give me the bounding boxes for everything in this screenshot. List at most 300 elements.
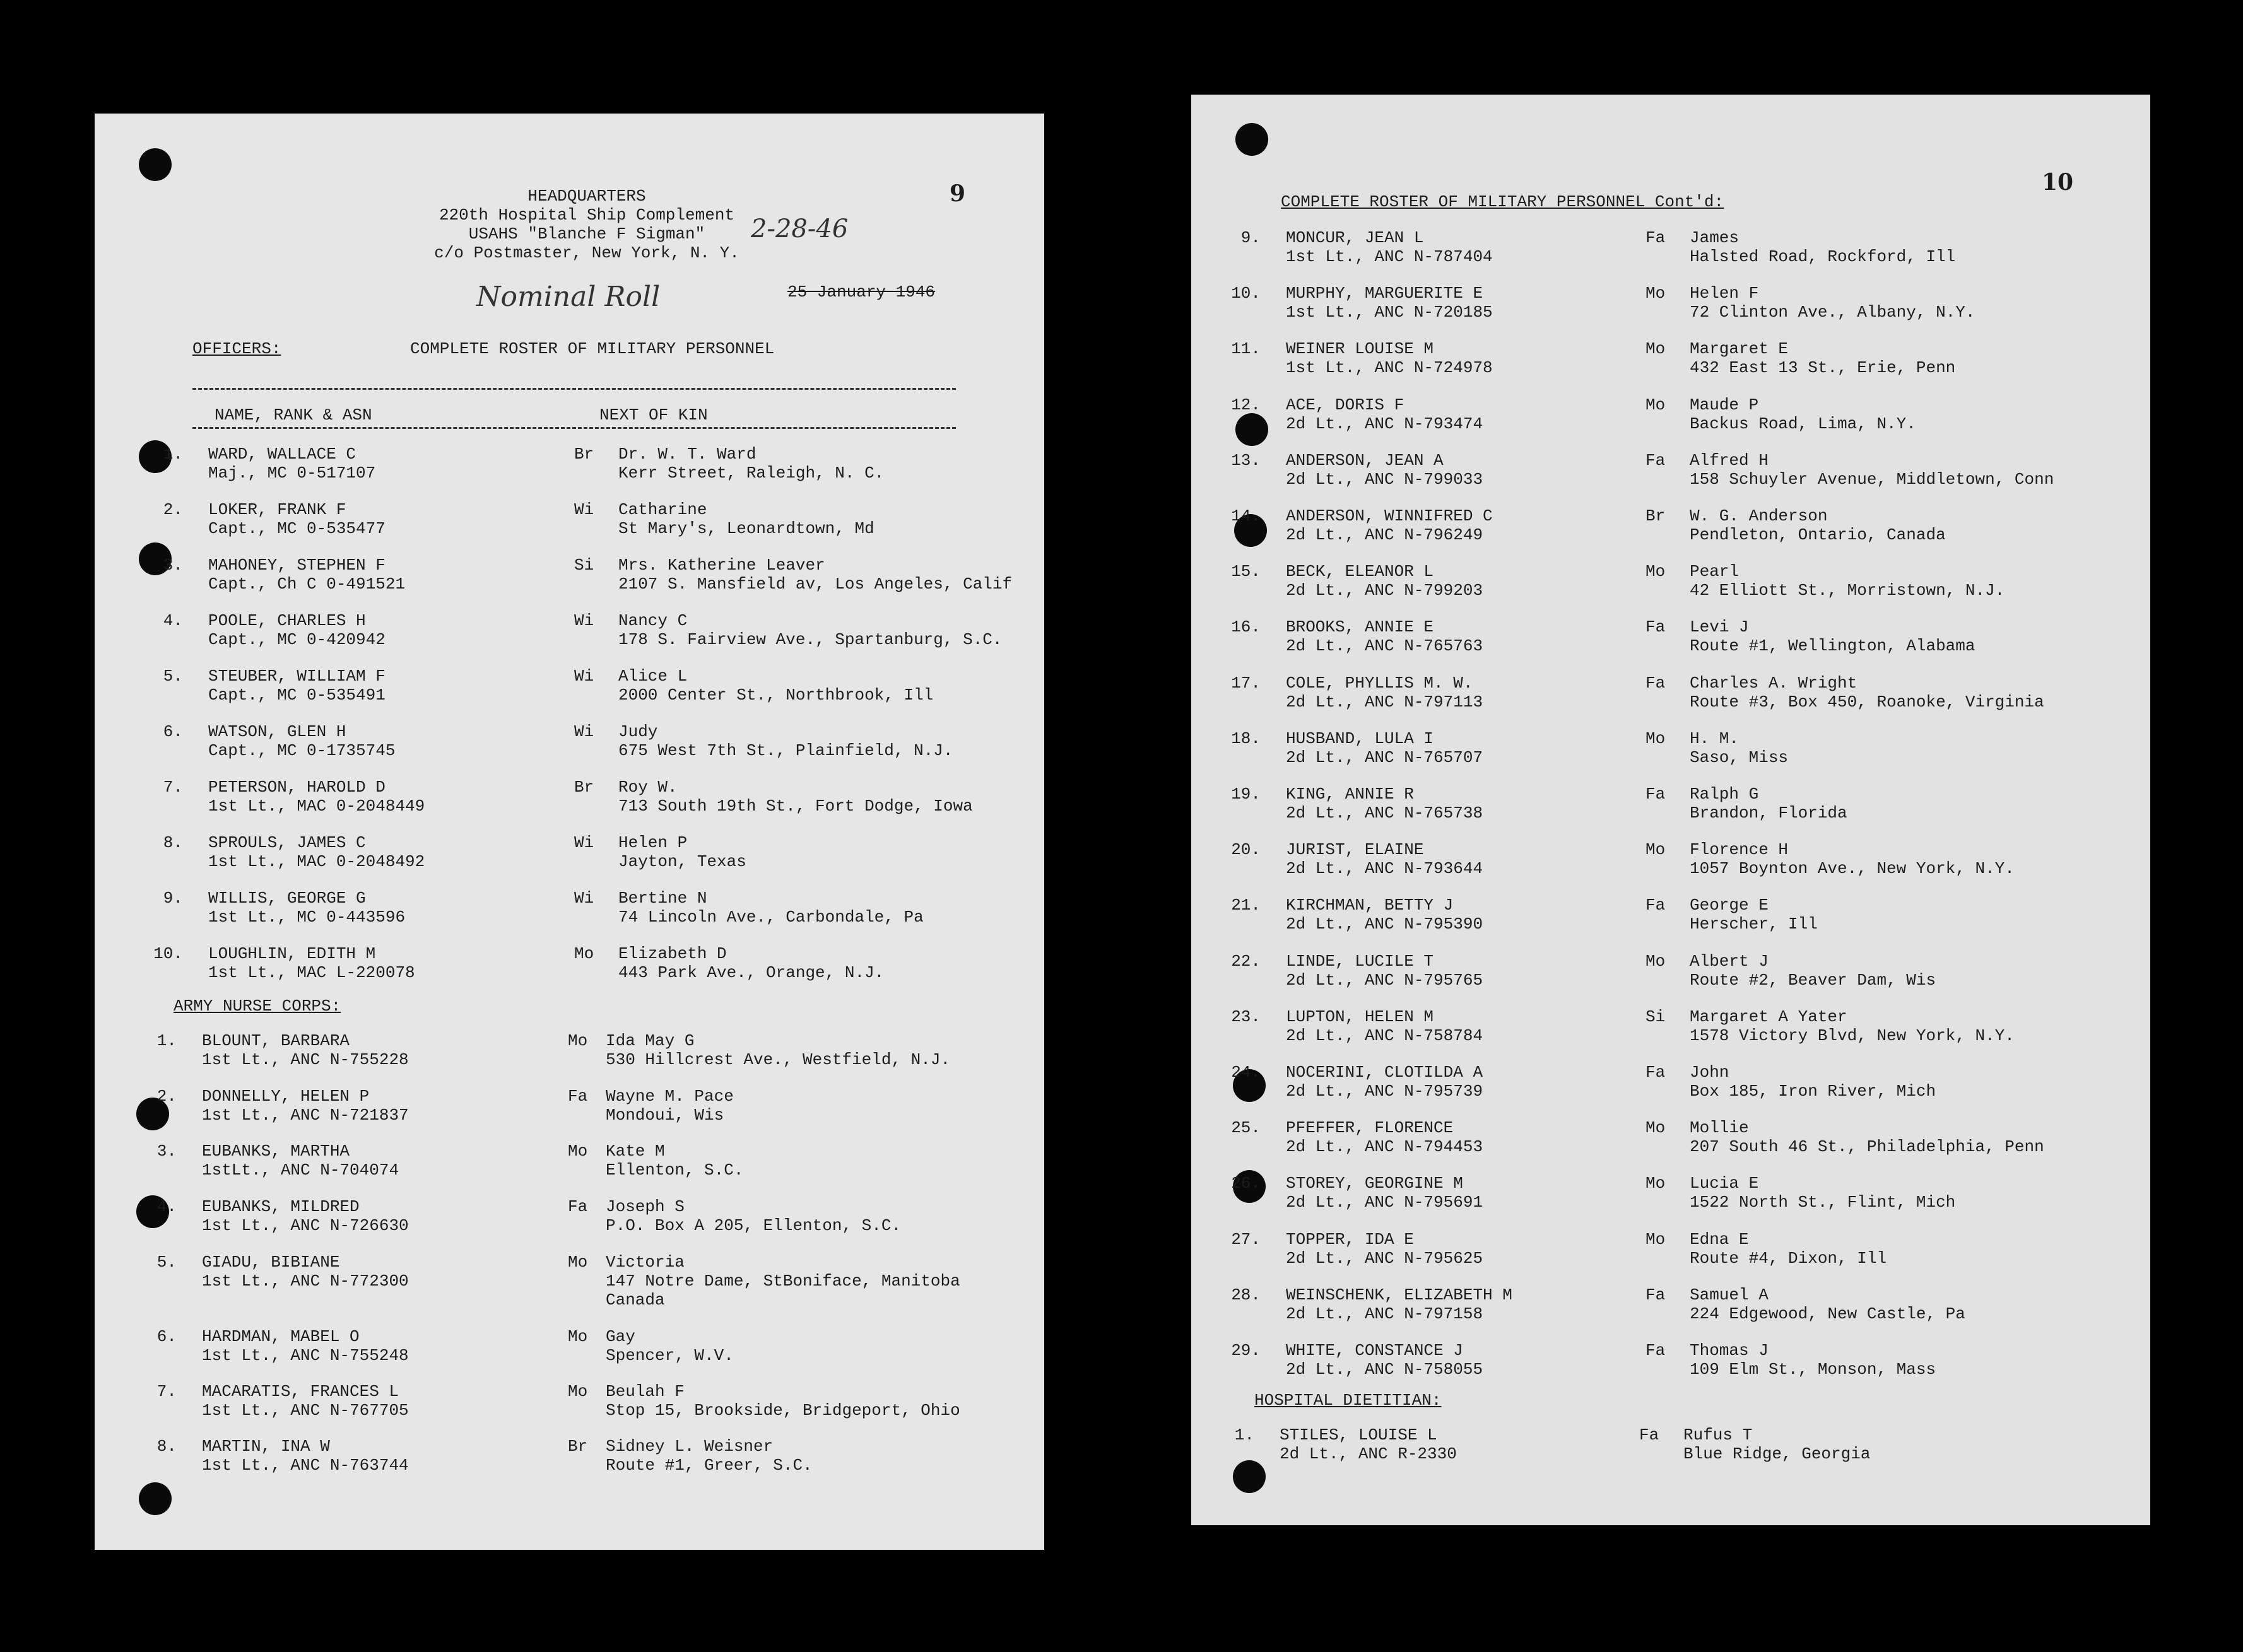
kin-address: 207 South 46 St., Philadelphia, Penn bbox=[1690, 1137, 2044, 1157]
member-rank-asn: 1st Lt., MAC 0-2048492 bbox=[208, 852, 425, 871]
entry-number: 10. bbox=[153, 944, 183, 963]
roster-entry bbox=[1223, 395, 2106, 433]
member-rank-asn: 1st Lt., ANC N-772300 bbox=[202, 1272, 409, 1291]
header-line: USAHS "Blanche F Sigman" bbox=[468, 225, 705, 243]
member-rank-asn: 2d Lt., ANC N-765763 bbox=[1286, 636, 1483, 656]
kin-name: Thomas J bbox=[1690, 1341, 1769, 1360]
roster-entry bbox=[145, 556, 1028, 594]
entry-number: 13. bbox=[1231, 450, 1261, 470]
member-rank-asn: Maj., MC 0-517107 bbox=[208, 464, 376, 483]
entry-number: 9. bbox=[1240, 228, 1261, 247]
member-rank-asn: 1st Lt., ANC N-755248 bbox=[202, 1346, 409, 1365]
header-line: 220th Hospital Ship Complement bbox=[439, 206, 735, 225]
member-rank-asn: 2d Lt., ANC N-793644 bbox=[1286, 859, 1483, 879]
kin-name: Pearl bbox=[1690, 562, 1740, 582]
kin-address: Stop 15, Brookside, Bridgeport, Ohio bbox=[606, 1401, 960, 1420]
kin-address: 713 South 19th St., Fort Dodge, Iowa bbox=[618, 797, 973, 816]
roster-entry bbox=[145, 889, 1028, 927]
kin-relation: Mo bbox=[1645, 395, 1666, 414]
kin-address: 432 East 13 St., Erie, Penn bbox=[1690, 358, 1956, 378]
kin-name: George E bbox=[1690, 896, 1769, 915]
kin-relation: Mo bbox=[1645, 284, 1666, 303]
member-name: WARD, WALLACE C bbox=[208, 445, 356, 464]
kin-relation: Fa bbox=[1639, 1426, 1659, 1444]
member-rank-asn: 2d Lt., ANC N-797158 bbox=[1286, 1304, 1483, 1323]
section-label-officers: OFFICERS: bbox=[192, 339, 281, 358]
kin-address: 158 Schuyler Avenue, Middletown, Conn bbox=[1690, 469, 2054, 489]
entry-number: 6. bbox=[163, 722, 183, 741]
entry-number: 1. bbox=[1234, 1426, 1254, 1444]
kin-relation: Mo bbox=[1645, 1174, 1666, 1193]
entry-number: 24. bbox=[1231, 1063, 1261, 1082]
roster-entry bbox=[1216, 1426, 2100, 1463]
kin-relation: Br bbox=[574, 778, 594, 797]
roster-entry bbox=[1223, 228, 2106, 266]
roster-entry bbox=[1223, 1286, 2106, 1323]
kin-relation: Fa bbox=[1645, 228, 1666, 247]
member-rank-asn: 1st Lt., ANC N-767705 bbox=[202, 1401, 409, 1420]
kin-name: Helen P bbox=[618, 833, 688, 852]
roster-page-9 bbox=[95, 114, 1044, 1550]
member-name: STEUBER, WILLIAM F bbox=[208, 667, 386, 686]
kin-name: Levi J bbox=[1690, 618, 1749, 637]
member-name: EUBANKS, MARTHA bbox=[202, 1142, 350, 1161]
kin-name: Samuel A bbox=[1690, 1285, 1769, 1304]
kin-relation: Fa bbox=[1645, 618, 1666, 637]
member-name: PETERSON, HAROLD D bbox=[208, 778, 386, 797]
roster-entry bbox=[1223, 339, 2106, 377]
kin-address: 72 Clinton Ave., Albany, N.Y. bbox=[1690, 303, 1975, 322]
kin-name: Edna E bbox=[1690, 1229, 1749, 1249]
roster-entry bbox=[1223, 284, 2106, 322]
kin-name: Rufus T bbox=[1683, 1426, 1753, 1444]
roster-entry bbox=[1223, 785, 2106, 823]
member-rank-asn: Capt., MC 0-535477 bbox=[208, 519, 386, 538]
roster-entry bbox=[145, 944, 1028, 982]
member-name: ANDERSON, WINNIFRED C bbox=[1286, 507, 1493, 525]
member-name: LOKER, FRANK F bbox=[208, 500, 346, 519]
roster-entry bbox=[139, 1087, 1022, 1125]
kin-name: Margaret E bbox=[1690, 339, 1789, 359]
roster-entry bbox=[145, 722, 1028, 760]
kin-relation: Mo bbox=[1645, 729, 1666, 748]
roster-entry bbox=[139, 1437, 1022, 1475]
handwritten-date: 2-28-46 bbox=[751, 214, 849, 243]
entry-number: 2. bbox=[156, 1087, 177, 1106]
kin-address: 2107 S. Mansfield av, Los Angeles, Calif bbox=[618, 575, 1013, 594]
member-rank-asn: 2d Lt., ANC R-2330 bbox=[1280, 1444, 1457, 1463]
kin-address: St Mary's, Leonardtown, Md bbox=[618, 519, 874, 538]
kin-relation: Wi bbox=[574, 667, 594, 686]
member-rank-asn: 1st Lt., MC 0-443596 bbox=[208, 908, 406, 927]
kin-address: 74 Lincoln Ave., Carbondale, Pa bbox=[618, 908, 924, 927]
member-name: LINDE, LUCILE T bbox=[1286, 951, 1434, 971]
roster-entry bbox=[145, 778, 1028, 816]
kin-name: Catharine bbox=[618, 500, 707, 519]
kin-address: 147 Notre Dame, StBoniface, Manitoba bbox=[606, 1272, 960, 1291]
roster-entry bbox=[139, 1142, 1022, 1180]
member-name: SPROULS, JAMES C bbox=[208, 833, 366, 852]
entry-number: 5. bbox=[156, 1253, 177, 1272]
kin-address: Route #1, Greer, S.C. bbox=[606, 1456, 813, 1475]
member-rank-asn: 2d Lt., ANC N-796249 bbox=[1286, 525, 1483, 544]
roster-entry bbox=[1223, 1118, 2106, 1156]
kin-address: 1578 Victory Blvd, New York, N.Y. bbox=[1690, 1026, 2015, 1045]
kin-address-line2: Canada bbox=[606, 1291, 665, 1309]
kin-name: Mrs. Katherine Leaver bbox=[618, 556, 825, 575]
column-header-name: NAME, RANK & ASN bbox=[215, 406, 372, 425]
kin-name: Victoria bbox=[606, 1253, 685, 1272]
member-rank-asn: 2d Lt., ANC N-797113 bbox=[1286, 692, 1483, 712]
roster-entry bbox=[139, 1327, 1022, 1365]
entry-number: 14. bbox=[1231, 507, 1261, 525]
roster-entry bbox=[1223, 952, 2106, 990]
kin-address: 443 Park Ave., Orange, N.J. bbox=[618, 963, 885, 982]
kin-relation: Mo bbox=[568, 1031, 588, 1050]
roster-entry bbox=[1223, 1007, 2106, 1045]
member-rank-asn: 2d Lt., ANC N-795390 bbox=[1286, 915, 1483, 934]
entry-number: 25. bbox=[1231, 1118, 1261, 1138]
kin-relation: Mo bbox=[568, 1142, 588, 1161]
kin-address: Brandon, Florida bbox=[1690, 804, 1847, 823]
roster-entry bbox=[1223, 1174, 2106, 1212]
kin-address: Herscher, Ill bbox=[1690, 915, 1818, 934]
kin-address: P.O. Box A 205, Ellenton, S.C. bbox=[606, 1216, 902, 1235]
entry-number: 15. bbox=[1231, 562, 1261, 582]
member-rank-asn: 2d Lt., ANC N-795625 bbox=[1286, 1248, 1483, 1268]
kin-name: Bertine N bbox=[618, 889, 707, 908]
roster-entry bbox=[145, 833, 1028, 871]
kin-relation: Mo bbox=[574, 944, 594, 963]
kin-relation: Wi bbox=[574, 500, 594, 519]
kin-relation: Mo bbox=[568, 1382, 588, 1401]
entry-number: 18. bbox=[1231, 729, 1261, 748]
kin-address: Jayton, Texas bbox=[618, 852, 746, 871]
member-rank-asn: 1st Lt., ANC N-726630 bbox=[202, 1216, 409, 1235]
roster-entry bbox=[145, 445, 1028, 483]
member-name: LUPTON, HELEN M bbox=[1286, 1007, 1434, 1026]
kin-name: Elizabeth D bbox=[618, 944, 727, 963]
divider bbox=[192, 388, 956, 390]
kin-name: Judy bbox=[618, 722, 658, 741]
entry-number: 2. bbox=[163, 500, 183, 519]
entry-number: 4. bbox=[163, 611, 183, 630]
entry-number: 16. bbox=[1231, 618, 1261, 637]
punch-hole bbox=[139, 148, 172, 181]
member-name: STILES, LOUISE L bbox=[1280, 1426, 1437, 1444]
member-name: POOLE, CHARLES H bbox=[208, 611, 366, 630]
member-rank-asn: Capt., Ch C 0-491521 bbox=[208, 575, 406, 594]
member-name: MARTIN, INA W bbox=[202, 1437, 330, 1456]
kin-address: 530 Hillcrest Ave., Westfield, N.J. bbox=[606, 1050, 951, 1069]
roster-entry bbox=[1223, 562, 2106, 600]
member-name: KIRCHMAN, BETTY J bbox=[1286, 896, 1454, 915]
kin-relation: Fa bbox=[568, 1087, 588, 1106]
entry-number: 5. bbox=[163, 667, 183, 686]
punch-hole bbox=[1235, 123, 1268, 156]
kin-name: Lucia E bbox=[1690, 1174, 1759, 1193]
kin-relation: Si bbox=[1645, 1007, 1666, 1026]
kin-relation: Mo bbox=[568, 1253, 588, 1272]
kin-name: Alice L bbox=[618, 667, 688, 686]
member-rank-asn: 2d Lt., ANC N-799033 bbox=[1286, 469, 1483, 489]
member-name: HUSBAND, LULA I bbox=[1286, 729, 1434, 748]
kin-address: 42 Elliott St., Morristown, N.J. bbox=[1690, 581, 2005, 600]
page-number: 9 bbox=[950, 180, 966, 207]
document-date: 25 January 1946 bbox=[787, 283, 936, 302]
member-rank-asn: 1st Lt., ANC N-787404 bbox=[1286, 247, 1493, 266]
roster-entry bbox=[145, 500, 1028, 538]
kin-name: Gay bbox=[606, 1327, 635, 1346]
kin-name: Maude P bbox=[1690, 395, 1759, 414]
header-line: HEADQUARTERS bbox=[527, 187, 646, 206]
kin-name: Sidney L. Weisner bbox=[606, 1437, 774, 1456]
kin-address: Pendleton, Ontario, Canada bbox=[1690, 525, 1946, 544]
roster-entry bbox=[1223, 618, 2106, 655]
kin-name: Nancy C bbox=[618, 611, 688, 630]
member-name: BLOUNT, BARBARA bbox=[202, 1031, 350, 1050]
roster-entry bbox=[1223, 1341, 2106, 1379]
member-name: BECK, ELEANOR L bbox=[1286, 562, 1434, 582]
kin-address: Halsted Road, Rockford, Ill bbox=[1690, 247, 1956, 266]
kin-name: Margaret A Yater bbox=[1690, 1007, 1847, 1026]
member-name: COLE, PHYLLIS M. W. bbox=[1286, 673, 1473, 693]
kin-relation: Fa bbox=[1645, 1063, 1666, 1082]
member-rank-asn: 2d Lt., ANC N-795691 bbox=[1286, 1193, 1483, 1212]
kin-relation: Mo bbox=[1645, 840, 1666, 860]
kin-address: 1057 Boynton Ave., New York, N.Y. bbox=[1690, 859, 2015, 879]
roster-entry bbox=[1223, 729, 2106, 767]
kin-relation: Si bbox=[574, 556, 594, 575]
kin-name: James bbox=[1690, 228, 1740, 247]
member-rank-asn: 1st Lt., ANC N-763744 bbox=[202, 1456, 409, 1475]
handwritten-note: Nominal Roll bbox=[476, 281, 661, 313]
kin-address: Blue Ridge, Georgia bbox=[1683, 1444, 1871, 1463]
entry-number: 21. bbox=[1231, 896, 1261, 915]
kin-relation: Wi bbox=[574, 889, 594, 908]
member-rank-asn: 1st Lt., ANC N-720185 bbox=[1286, 303, 1493, 322]
roster-entry bbox=[139, 1382, 1022, 1420]
kin-relation: Fa bbox=[1645, 785, 1666, 804]
kin-relation: Mo bbox=[1645, 951, 1666, 971]
entry-number: 9. bbox=[163, 889, 183, 908]
page-number: 10 bbox=[2042, 169, 2074, 196]
entry-number: 19. bbox=[1231, 785, 1261, 804]
kin-relation: Br bbox=[1645, 507, 1666, 525]
entry-number: 3. bbox=[156, 1142, 177, 1161]
member-name: WEINER LOUISE M bbox=[1286, 339, 1434, 359]
kin-relation: Mo bbox=[1645, 339, 1666, 359]
member-rank-asn: 1st Lt., ANC N-721837 bbox=[202, 1106, 409, 1125]
kin-address: Route #4, Dixon, Ill bbox=[1690, 1248, 1887, 1268]
kin-address: Spencer, W.V. bbox=[606, 1346, 734, 1365]
kin-address: Route #1, Wellington, Alabama bbox=[1690, 636, 1975, 656]
kin-address: Backus Road, Lima, N.Y. bbox=[1690, 414, 1916, 433]
entry-number: 4. bbox=[156, 1197, 177, 1216]
kin-name: Kate M bbox=[606, 1142, 665, 1161]
member-name: PFEFFER, FLORENCE bbox=[1286, 1118, 1454, 1138]
entry-number: 28. bbox=[1231, 1285, 1261, 1304]
roster-entry bbox=[139, 1031, 1022, 1069]
member-name: NOCERINI, CLOTILDA A bbox=[1286, 1063, 1483, 1082]
kin-relation: Br bbox=[568, 1437, 588, 1456]
member-name: GIADU, BIBIANE bbox=[202, 1253, 340, 1272]
entry-number: 7. bbox=[163, 778, 183, 797]
member-name: EUBANKS, MILDRED bbox=[202, 1197, 360, 1216]
kin-address: Route #2, Beaver Dam, Wis bbox=[1690, 970, 1936, 990]
kin-relation: Fa bbox=[1645, 896, 1666, 915]
header-line: c/o Postmaster, New York, N. Y. bbox=[434, 243, 739, 262]
kin-relation: Mo bbox=[1645, 1118, 1666, 1138]
roster-entry bbox=[1223, 451, 2106, 489]
entry-number: 23. bbox=[1231, 1007, 1261, 1026]
section-label-anc: ARMY NURSE CORPS: bbox=[174, 997, 341, 1016]
member-rank-asn: 2d Lt., ANC N-765738 bbox=[1286, 804, 1483, 823]
kin-address: Route #3, Box 450, Roanoke, Virginia bbox=[1690, 692, 2044, 712]
member-name: WILLIS, GEORGE G bbox=[208, 889, 366, 908]
roster-entry bbox=[1223, 1063, 2106, 1101]
entry-number: 17. bbox=[1231, 673, 1261, 693]
member-name: WHITE, CONSTANCE J bbox=[1286, 1341, 1463, 1360]
kin-name: Alfred H bbox=[1690, 450, 1769, 470]
kin-address: 2000 Center St., Northbrook, Ill bbox=[618, 686, 934, 705]
kin-relation: Mo bbox=[568, 1327, 588, 1346]
roster-entry bbox=[145, 611, 1028, 649]
member-name: DONNELLY, HELEN P bbox=[202, 1087, 370, 1106]
kin-relation: Fa bbox=[1645, 450, 1666, 470]
member-rank-asn: 2d Lt., ANC N-794453 bbox=[1286, 1137, 1483, 1157]
member-name: BROOKS, ANNIE E bbox=[1286, 618, 1434, 637]
kin-address: 1522 North St., Flint, Mich bbox=[1690, 1193, 1956, 1212]
member-name: ANDERSON, JEAN A bbox=[1286, 450, 1444, 470]
member-rank-asn: 1stLt., ANC N-704074 bbox=[202, 1161, 399, 1180]
entry-number: 3. bbox=[163, 556, 183, 575]
punch-hole bbox=[1233, 1460, 1266, 1493]
kin-address: 224 Edgewood, New Castle, Pa bbox=[1690, 1304, 1965, 1323]
roster-page-10 bbox=[1191, 95, 2150, 1525]
kin-name: Joseph S bbox=[606, 1197, 685, 1216]
kin-address: Saso, Miss bbox=[1690, 747, 1789, 767]
member-rank-asn: 2d Lt., ANC N-765707 bbox=[1286, 747, 1483, 767]
document-title: COMPLETE ROSTER OF MILITARY PERSONNEL bbox=[410, 339, 775, 358]
roster-entry bbox=[1223, 674, 2106, 712]
member-name: JURIST, ELAINE bbox=[1286, 840, 1424, 860]
entry-number: 1. bbox=[156, 1031, 177, 1050]
section-label-dietitian: HOSPITAL DIETITIAN: bbox=[1254, 1391, 1442, 1410]
kin-address: 178 S. Fairview Ave., Spartanburg, S.C. bbox=[618, 630, 1003, 649]
roster-entry bbox=[1223, 840, 2106, 878]
member-rank-asn: Capt., MC 0-420942 bbox=[208, 630, 386, 649]
kin-relation: Fa bbox=[1645, 1341, 1666, 1360]
kin-name: Wayne M. Pace bbox=[606, 1087, 734, 1106]
kin-relation: Fa bbox=[1645, 673, 1666, 693]
kin-name: Mollie bbox=[1690, 1118, 1749, 1138]
member-name: MAHONEY, STEPHEN F bbox=[208, 556, 386, 575]
member-rank-asn: 2d Lt., ANC N-758055 bbox=[1286, 1360, 1483, 1379]
column-header-kin: NEXT OF KIN bbox=[599, 406, 708, 425]
member-rank-asn: 2d Lt., ANC N-795765 bbox=[1286, 970, 1483, 990]
member-name: WEINSCHENK, ELIZABETH M bbox=[1286, 1285, 1512, 1304]
member-rank-asn: 2d Lt., ANC N-793474 bbox=[1286, 414, 1483, 433]
roster-entry bbox=[1223, 507, 2106, 544]
kin-relation: Fa bbox=[568, 1197, 588, 1216]
kin-address: 675 West 7th St., Plainfield, N.J. bbox=[618, 741, 953, 760]
kin-relation: Mo bbox=[1645, 562, 1666, 582]
roster-entry bbox=[145, 667, 1028, 705]
kin-address: Ellenton, S.C. bbox=[606, 1161, 744, 1180]
kin-name: Charles A. Wright bbox=[1690, 673, 1857, 693]
member-name: MACARATIS, FRANCES L bbox=[202, 1382, 399, 1401]
member-name: WATSON, GLEN H bbox=[208, 722, 346, 741]
entry-number: 20. bbox=[1231, 840, 1261, 860]
member-rank-asn: 1st Lt., MAC L-220078 bbox=[208, 963, 415, 982]
kin-address: Box 185, Iron River, Mich bbox=[1690, 1082, 1936, 1101]
kin-name: Roy W. bbox=[618, 778, 678, 797]
entry-number: 27. bbox=[1231, 1229, 1261, 1249]
member-rank-asn: 2d Lt., ANC N-758784 bbox=[1286, 1026, 1483, 1045]
entry-number: 26. bbox=[1231, 1174, 1261, 1193]
member-name: MONCUR, JEAN L bbox=[1286, 228, 1424, 247]
member-name: STOREY, GEORGINE M bbox=[1286, 1174, 1463, 1193]
kin-name: H. M. bbox=[1690, 729, 1740, 748]
kin-name: John bbox=[1690, 1063, 1729, 1082]
roster-entry bbox=[1223, 896, 2106, 934]
entry-number: 8. bbox=[163, 833, 183, 852]
kin-name: Beulah F bbox=[606, 1382, 685, 1401]
member-name: HARDMAN, MABEL O bbox=[202, 1327, 360, 1346]
roster-entry bbox=[139, 1197, 1022, 1235]
entry-number: 29. bbox=[1231, 1341, 1261, 1360]
kin-relation: Wi bbox=[574, 722, 594, 741]
member-name: MURPHY, MARGUERITE E bbox=[1286, 284, 1483, 303]
entry-number: 10. bbox=[1231, 284, 1261, 303]
member-rank-asn: 2d Lt., ANC N-799203 bbox=[1286, 581, 1483, 600]
entry-number: 22. bbox=[1231, 951, 1261, 971]
kin-relation: Mo bbox=[1645, 1229, 1666, 1249]
kin-name: W. G. Anderson bbox=[1690, 507, 1828, 525]
document-title: COMPLETE ROSTER OF MILITARY PERSONNEL Cont'd: bbox=[1281, 192, 1724, 211]
kin-name: Ida May G bbox=[606, 1031, 695, 1050]
entry-number: 7. bbox=[156, 1382, 177, 1401]
entry-number: 6. bbox=[156, 1327, 177, 1346]
member-name: KING, ANNIE R bbox=[1286, 785, 1414, 804]
roster-entry bbox=[1223, 1230, 2106, 1268]
kin-address: 109 Elm St., Monson, Mass bbox=[1690, 1360, 1936, 1379]
kin-name: Helen F bbox=[1690, 284, 1759, 303]
member-rank-asn: 2d Lt., ANC N-795739 bbox=[1286, 1082, 1483, 1101]
entry-number: 12. bbox=[1231, 395, 1261, 414]
kin-relation: Fa bbox=[1645, 1285, 1666, 1304]
member-name: LOUGHLIN, EDITH M bbox=[208, 944, 376, 963]
member-rank-asn: 1st Lt., MAC 0-2048449 bbox=[208, 797, 425, 816]
punch-hole bbox=[139, 1482, 172, 1515]
kin-relation: Wi bbox=[574, 833, 594, 852]
member-rank-asn: 1st Lt., ANC N-724978 bbox=[1286, 358, 1493, 378]
kin-name: Albert J bbox=[1690, 951, 1769, 971]
kin-name: Dr. W. T. Ward bbox=[618, 445, 756, 464]
member-rank-asn: 1st Lt., ANC N-755228 bbox=[202, 1050, 409, 1069]
kin-name: Florence H bbox=[1690, 840, 1789, 860]
entry-number: 1. bbox=[163, 445, 183, 464]
entry-number: 11. bbox=[1231, 339, 1261, 359]
member-rank-asn: Capt., MC 0-535491 bbox=[208, 686, 386, 705]
kin-relation: Wi bbox=[574, 611, 594, 630]
entry-number: 8. bbox=[156, 1437, 177, 1456]
member-name: ACE, DORIS F bbox=[1286, 395, 1404, 414]
roster-entry bbox=[139, 1253, 1022, 1309]
kin-relation: Br bbox=[574, 445, 594, 464]
kin-name: Ralph G bbox=[1690, 785, 1759, 804]
